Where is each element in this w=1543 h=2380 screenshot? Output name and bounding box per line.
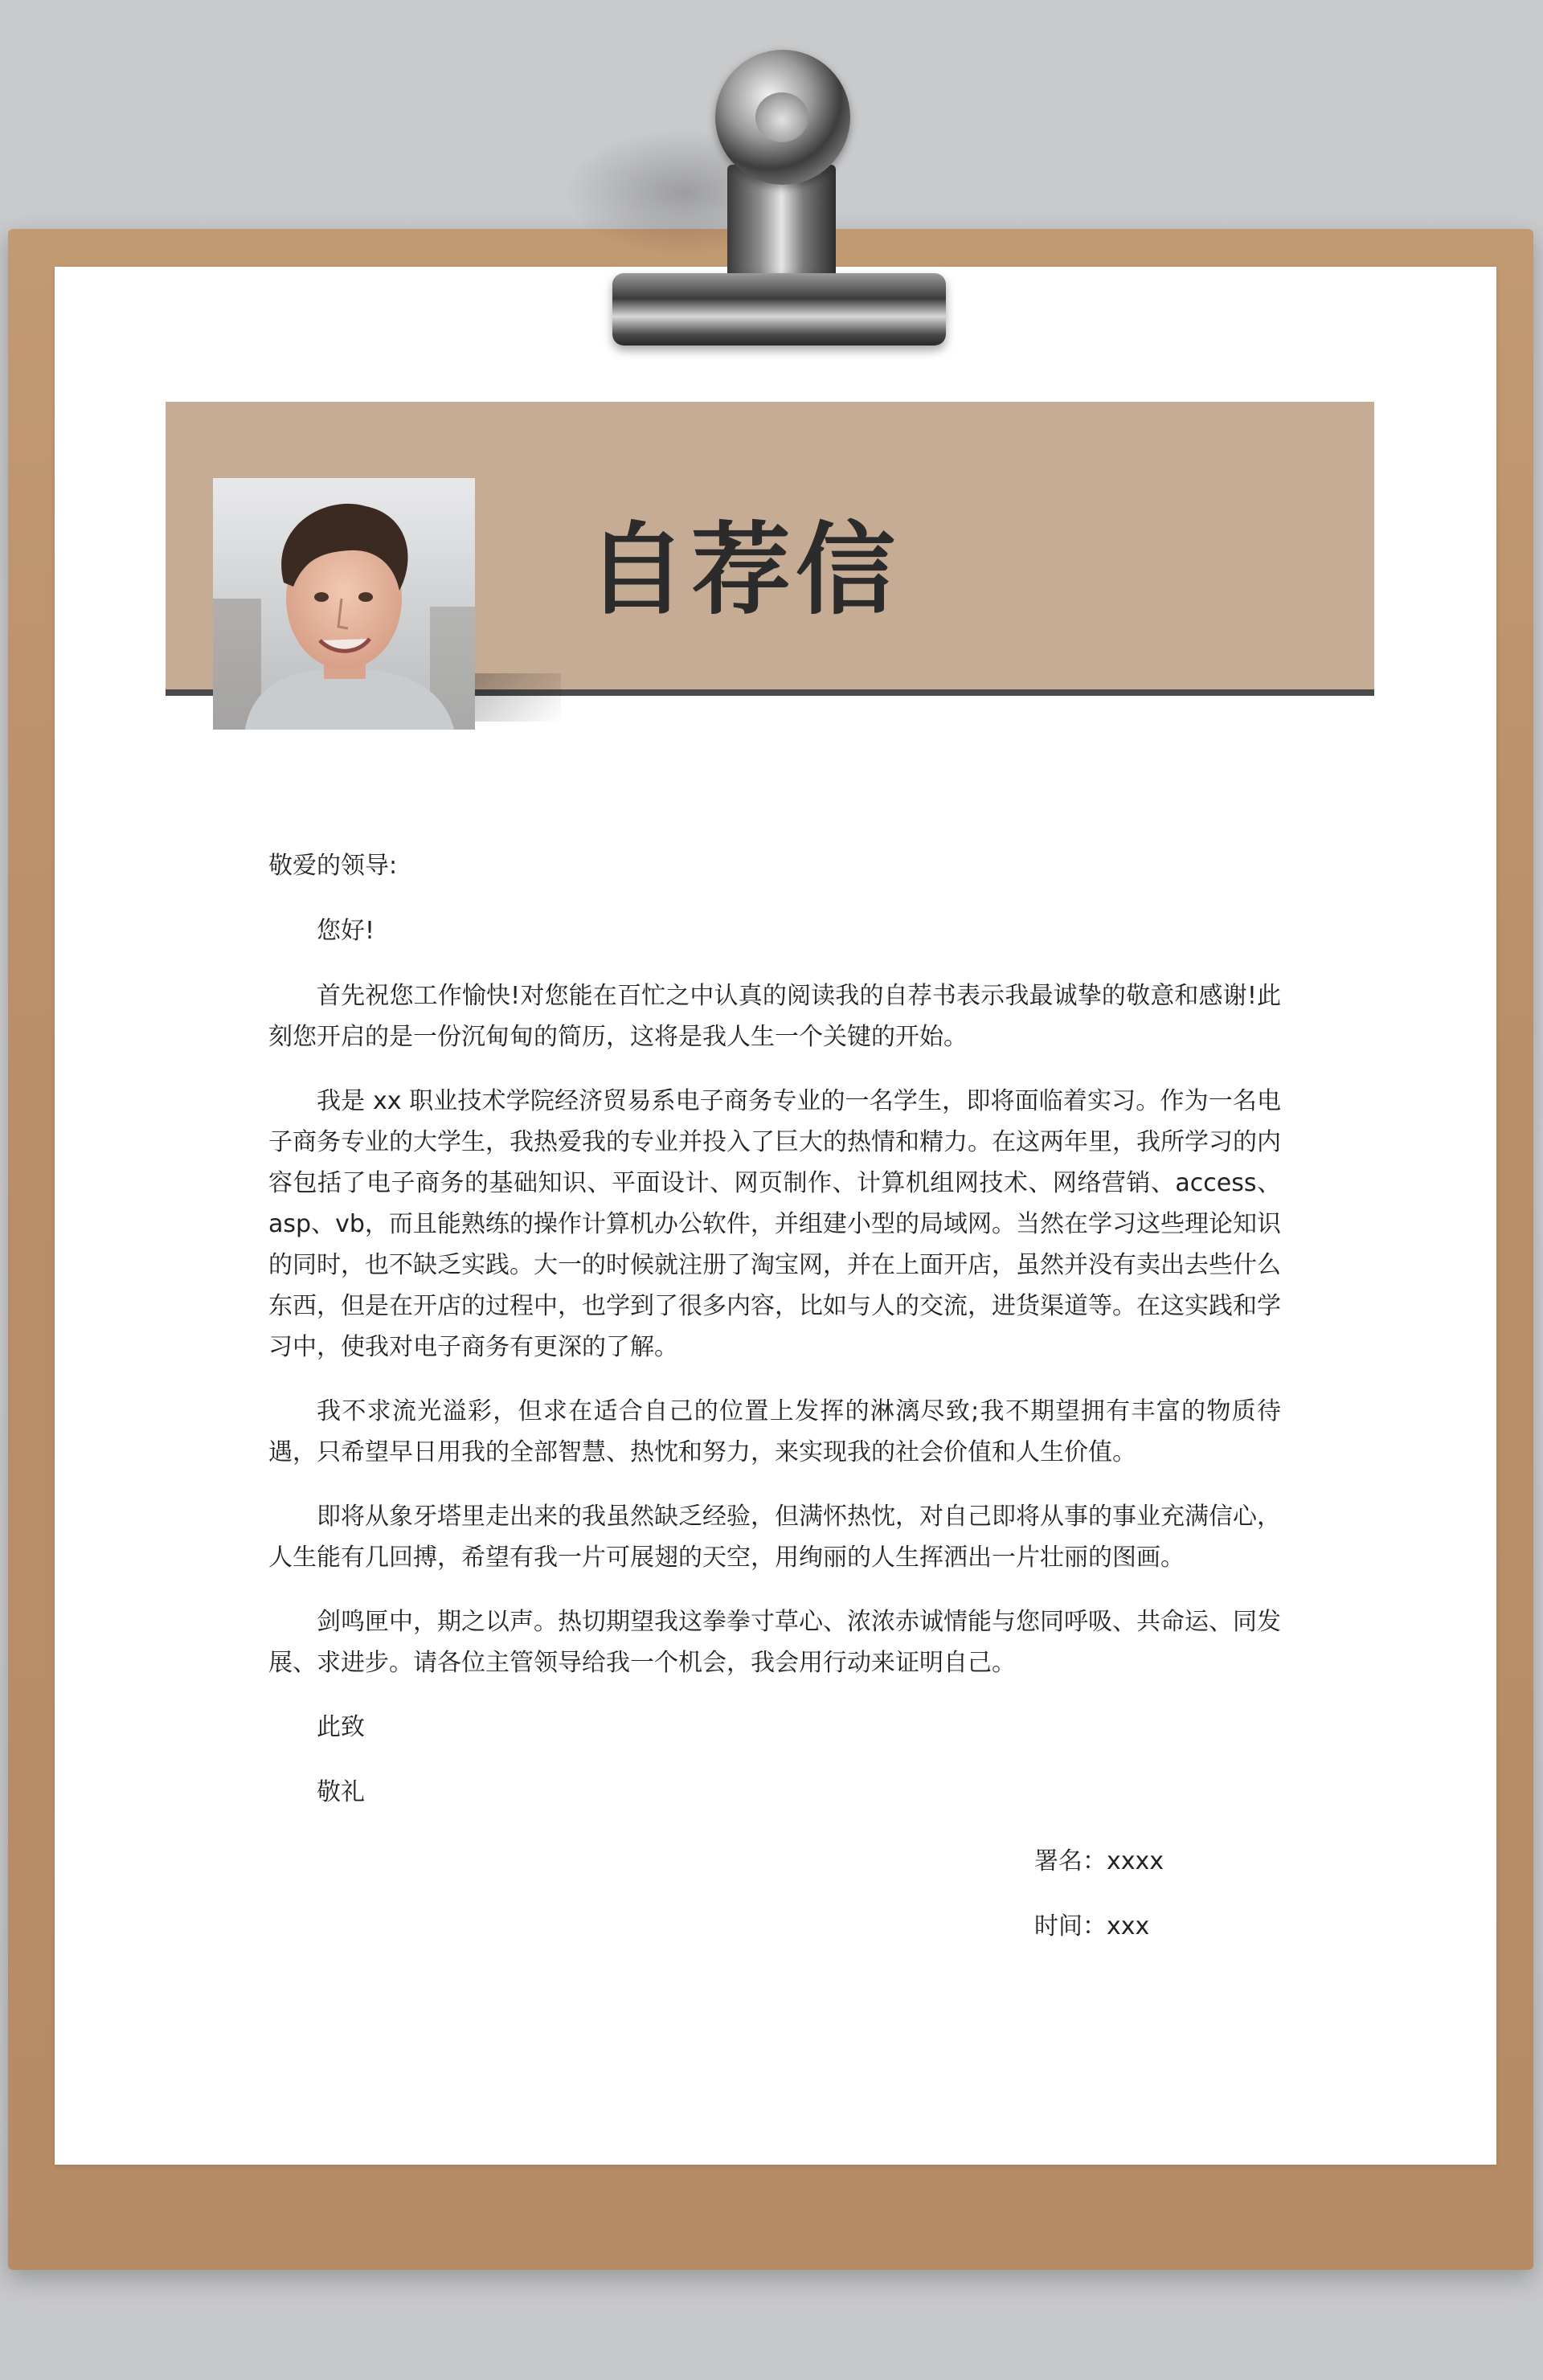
letter-closing-regards: 此致	[317, 1713, 365, 1741]
date-line: 时间：xxx	[1034, 1912, 1150, 1940]
letter-body	[268, 845, 1281, 1837]
letter-paragraph: 首先祝您工作愉快!对您能在百忙之中认真的阅读我的自荐书表示我最诚挚的敬意和感谢!此刻您开启的是一份沉甸甸的简历，这将是我人生一个关键的开始。	[268, 982, 1281, 1051]
portrait-photo-icon	[213, 478, 475, 730]
portrait-photo	[213, 478, 475, 730]
letter-paragraph: 我不求流光溢彩，但求在适合自己的位置上发挥的淋漓尽致;我不期望拥有丰富的物质待遇，只希望早日用我的全部智慧、热忱和努力，来实现我的社会价值和人生价值。	[268, 1397, 1281, 1466]
letter-closing-salute: 敬礼	[317, 1778, 365, 1806]
letter-salutation: 敬爱的领导:	[268, 852, 398, 880]
binder-clip-hole	[755, 92, 808, 142]
letter-paragraph: 剑鸣匣中，期之以声。热切期望我这拳拳寸草心、浓浓赤诚情能与您同呼吸、共命运、同发展、求进步。请各位主管领导给我一个机会，我会用行动来证明自己。	[268, 1608, 1281, 1677]
letter-paragraph: 即将从象牙塔里走出来的我虽然缺乏经验，但满怀热忱，对自己即将从事的事业充满信心，人生能有几回搏，希望有我一片可展翅的天空，用绚丽的人生挥洒出一片壮丽的图画。	[268, 1503, 1281, 1572]
page-title: 自荐信	[587, 513, 901, 628]
letter-paragraph: 我是 xx 职业技术学院经济贸易系电子商务专业的一名学生，即将面临着实习。作为一名电子商务专业的大学生，我热爱我的专业并投入了巨大的热情和精力。在这两年里，我所学习的内容包括了电子商务的基础知识、平面设计、网页制作、计算机组网技术、网络营销、access、asp、vb，而且能熟练的操作计算机办公软件，并组建小型的局域网。当然在学习这些理论知识的同时，也不缺乏实践。大一的时候就注册了淘宝网，并在上面开店，虽然并没有卖出去些什么东西，但是在开店的过程中，也学到了很多内容，比如与人的交流，进货渠道等。在这实践和学习中，使我对电子商务有更深的了解。	[268, 1087, 1281, 1361]
signature-line: 署名：xxxx	[1034, 1847, 1164, 1875]
letter-greeting: 您好!	[317, 917, 375, 945]
binder-clip-base	[612, 273, 946, 346]
photo-shadow	[473, 673, 561, 722]
